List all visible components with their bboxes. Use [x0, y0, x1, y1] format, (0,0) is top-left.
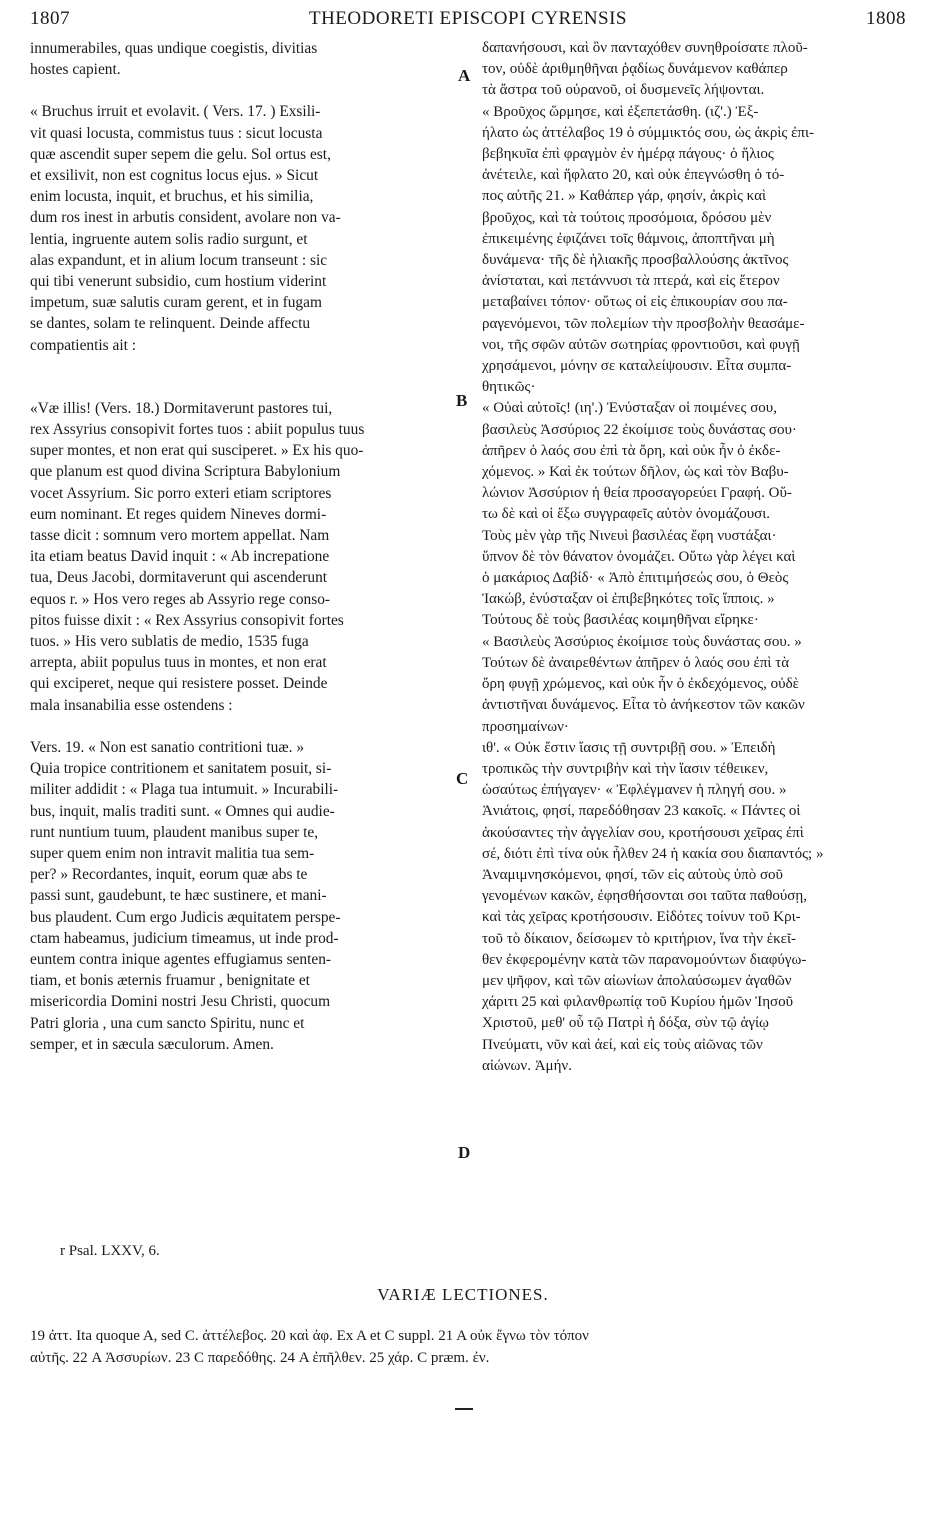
greek-line: ἐπικειμένης ἐφιζάνει τοῖς θάμνοις, ἀποπτῆναι μὴ	[482, 230, 775, 247]
latin-line: hostes capient.	[30, 61, 121, 79]
greek-line: αἰώνων. Ἀμήν.	[482, 1057, 572, 1074]
latin-line: mala insanabilia esse ostendens :	[30, 696, 233, 714]
greek-line: ραγενόμενοι, τῶν πολεμίων τὴν προσβολὴν θεασάμε-	[482, 315, 805, 332]
latin-line: lentia, ingruente autem solis radio surgunt, et	[30, 230, 308, 248]
latin-line: alas expandunt, et in alium locum transeunt : sic	[30, 251, 328, 269]
greek-line: λώνιον Ἀσσύριον ἡ θεία προσαγορεύει Γραφή. Οὕ-	[482, 485, 792, 502]
greek-line: Τούτους δὲ τοὺς βασιλέας κοιμηθῆναι εἴρηκε·	[482, 612, 759, 629]
latin-line: euntem contra inique agentes effugiamus senten-	[30, 950, 332, 968]
margin-marker-b: B	[456, 391, 468, 410]
greek-line: ὡσαύτως ἐπήγαγεν· « Ἐφλέγμανεν ἡ πληγή σου. »	[482, 782, 787, 799]
latin-line: «Væ illis! (Vers. 18.) Dormitaverunt pastores tui,	[30, 399, 333, 417]
latin-line: innumerabiles, quas undique coegistis, divitias	[30, 40, 318, 57]
latin-line: ctam habeamus, judicium timeamus, ut inde prod-	[30, 929, 339, 947]
greek-line: Ἀναμιμνησκόμενοι, φησί, τῶν εἰς αὐτοὺς ὑπὸ σοῦ	[482, 866, 783, 883]
greek-line: χρησάμενοι, μόνην σε καταλείψουσιν. Εἶτα συμπα-	[482, 358, 792, 375]
page-number-right: 1808	[866, 8, 906, 29]
greek-line: ἀνέτειλε, καὶ ἥφλατο 20, καὶ οὐκ ἐπεγνώσθη ὁ τό-	[482, 167, 785, 184]
greek-line: καὶ τὰς χεῖρας κροτήσουσιν. Εἰδότες τοίνυν τοῦ Κρι-	[482, 909, 801, 926]
greek-line: χάριτι 25 καὶ φιλανθρωπίᾳ τοῦ Κυρίου ἡμῶν Ἰησοῦ	[482, 994, 794, 1011]
latin-line: vocet Assyrium. Sic porro exteri etiam scriptores	[30, 484, 332, 502]
greek-line: βασιλεὺς Ἀσσύριος 22 ἐκοίμισε τοὺς δυνάστας σου·	[482, 421, 797, 438]
latin-line: enim locusta, inquit, et bruchus, et his similia,	[30, 188, 314, 206]
running-title: THEODORETI EPISCOPI CYRENSIS	[308, 8, 628, 29]
greek-line: τον, οὐδὲ ἀριθμηθῆναι ῥᾳδίως δυνάμενον καθάπερ	[482, 61, 788, 78]
greek-line: ιθ'. « Οὐκ ἔστιν ἴασις τῇ συντριβῇ σου. » Ἐπειδὴ	[482, 739, 776, 756]
latin-line: qui exciperet, neque qui resistere posset. Deinde	[30, 675, 328, 693]
latin-line: eum nominant. Et reges quidem Nineves dormi-	[30, 505, 327, 523]
latin-line: per? » Recordantes, inquit, eorum quæ abs te	[30, 866, 308, 884]
greek-line: δαπανήσουσι, καὶ ὃν πανταχόθεν συνηθροίσατε πλοῦ-	[482, 40, 808, 56]
margin-marker-c: C	[456, 769, 469, 788]
latin-column	[30, 38, 452, 1055]
greek-line: ήλατο ὡς ἀττέλαβος 19 ὁ σύμμικτός σου, ὡς ἀκρὶς ἐπι-	[482, 124, 814, 141]
greek-line: τοῦ τὸ δίκαιον, δείσωμεν τὸ κριτήριον, ἵνα τὴν ἐκεῖ-	[482, 930, 796, 947]
greek-line: ὄρη φυγῇ χρώμενος, καὶ οὐκ ἦν ὁ ἐκδεχόμενος, οὐδὲ	[482, 676, 799, 693]
latin-line: runt nuntium tuum, plaudent manibus super te,	[30, 823, 319, 841]
greek-line: Πνεύματι, νῦν καὶ ἀεί, καὶ εἰς τοὺς αἰῶνας τῶν	[482, 1036, 763, 1053]
variae-lectiones-title: VARIÆ LECTIONES.	[377, 1285, 549, 1304]
greek-line: ἀντιστῆναι δυνάμενος. Εἶτα τὸ ἀνήκεστον τῶν κακῶν	[482, 697, 805, 714]
greek-line: Ἀνιάτοις, φησί, παρεδόθησαν 23 κακοῖς. « Πάντες οἱ	[482, 803, 801, 820]
greek-line: ὁ μακάριος Δαβίδ· « Ἀπὸ ἐπιτιμήσεώς σου, ὁ Θεὸς	[482, 570, 789, 587]
latin-line: tua, Deus Jacobi, dormitaverunt qui ascenderunt	[30, 569, 328, 587]
latin-line: que planum est quod divina Scriptura Babylonium	[30, 463, 341, 481]
latin-line: et exsilivit, non est cognitus locus ejus. » Sicut	[30, 167, 319, 185]
latin-line	[30, 80, 452, 101]
margin-marker-d: D	[458, 1143, 471, 1162]
latin-line: tiam, et bonis æternis fruamur , benignitate et	[30, 972, 310, 990]
latin-line: equos r. » Hos vero reges ab Assyrio rege conso-	[30, 590, 331, 608]
latin-line: qui tibi venerunt subsidio, cum hostium viderint	[30, 273, 327, 291]
greek-line: ἀνίσταται, καὶ πετάννυσι τὰ πτερά, καὶ εἰς ἕτερον	[482, 273, 780, 290]
greek-line: ἀκούσαντες τὴν ἀγγελίαν σου, κροτήσουσι χεῖρας ἐπὶ	[482, 824, 804, 841]
greek-line: τὰ ἄστρα τοῦ οὐρανοῦ, οἱ δυσμενεῖς λήψονται.	[482, 82, 765, 99]
page-header	[30, 8, 906, 34]
latin-line: tasse dicit : somnum vero mortem appellat. Nam	[30, 527, 330, 545]
latin-line: impetum, suæ salutis curam gerent, et in fugam	[30, 294, 322, 312]
greek-line: νοι, τῆς σφῶν αὐτῶν σωτηρίας φροντιοῦσι, καὶ φυγῇ	[482, 336, 800, 353]
latin-line: rex Assyrius consopivit fortes tuos : abiit populus tuus	[30, 421, 365, 439]
latin-line: passi sunt, gaudebunt, te hæc sustinere, et mani-	[30, 887, 327, 905]
latin-line	[30, 377, 452, 398]
latin-line: semper, et in sæcula sæculorum. Amen.	[30, 1035, 274, 1053]
greek-line: βροῦχος, καὶ τὰ τούτοις προσόμοια, δρόσου μὲν	[482, 209, 772, 226]
greek-line: τω δὲ καὶ οἱ ἔξω συγγραφεῖς αὐτὸν ὀνομάζουσι.	[482, 506, 771, 523]
greek-line: θεν ἐκφερομένην κατὰ τῶν παρανομούντων διαφύγω-	[482, 951, 807, 968]
latin-line: Quia tropice contritionem et sanitatem posuit, si-	[30, 760, 332, 778]
variae-line: 19 ἀττ. Ita quoque A, sed C. ἀττέλεβος. 20 καὶ ἀφ. Ex A et C suppl. 21 A οὐκ ἔγνω τὸν τόπον	[30, 1328, 589, 1344]
latin-line: militer addidit : « Plaga tua intumuit. » Incurabili-	[30, 781, 339, 799]
greek-line: ὕπνον δὲ τὸν θάνατον ὀνομάζει. Οὕτω γὰρ λέγει καὶ	[482, 548, 796, 565]
greek-line: « Βασιλεὺς Ἀσσύριος ἐκοίμισε τοὺς δυνάστας σου. »	[482, 633, 802, 650]
greek-line: χόμενος. » Καὶ ἐκ τούτων δῆλον, ὡς καὶ τὸν Βαβυ-	[482, 464, 789, 481]
variae-lectiones	[30, 1325, 896, 1369]
greek-line: προσημαίνων·	[482, 718, 569, 735]
latin-line: tuos. » His vero sublatis de medio, 1535 fuga	[30, 633, 309, 651]
greek-line: Τούτων δὲ ἀναιρεθέντων ἀπῆρεν ὁ λαός σου ἐπὶ τὰ	[482, 654, 790, 671]
greek-line: « Βροῦχος ὥρμησε, καὶ ἐξεπετάσθη. (ιζ'.) Ἐξ-	[482, 103, 759, 120]
greek-line: μεταβαίνει τόπον· οὕτως οἱ εἰς ἐπικουρίαν σου πα-	[482, 294, 788, 311]
latin-line: quæ ascendit super sepem die gelu. Sol ortus est,	[30, 145, 331, 163]
greek-line: Χριστοῦ, μεθ' οὗ τῷ Πατρὶ ἡ δόξα, σὺν τῷ ἁγίῳ	[482, 1015, 769, 1032]
greek-line: ἀπῆρεν ὁ λαός σου ἐπὶ τὰ ὄρη, καὶ οὐκ ἦν ὁ ἐκδε-	[482, 442, 781, 459]
latin-line: vit quasi locusta, commistus tuus : sicut locusta	[30, 124, 323, 142]
greek-line: βεβηκυῖα ἐπὶ φραγμὸν ἐν ἡμέρᾳ πάγους· ὁ ἥλιος	[482, 146, 774, 163]
latin-line: ita etiam beatus David inquit : « Ab increpatione	[30, 548, 330, 566]
latin-line: super montes, et non erat qui susciperet. » Ex his quo-	[30, 442, 364, 460]
greek-line: θητικῶς·	[482, 379, 536, 396]
latin-line: bus plaudent. Cum ergo Judicis æquitatem perspe-	[30, 908, 341, 926]
latin-line	[30, 716, 452, 737]
latin-line: bus, inquit, malis traditi sunt. « Omnes qui audie-	[30, 802, 335, 820]
latin-line: arrepta, abiit populus tuus in montes, et non erat	[30, 654, 327, 672]
page-end-rule	[455, 1408, 473, 1410]
latin-line: misericordia Domini nostri Jesu Christi, quocum	[30, 993, 331, 1011]
latin-line	[30, 356, 452, 377]
latin-line: se dantes, solam te relinquent. Deinde affectu	[30, 315, 311, 333]
greek-line: σέ, διότι ἐπὶ τίνα οὐκ ἦλθεν 24 ἡ κακία σου διαπαντός; »	[482, 845, 824, 862]
greek-line: δυνάμενα· τῆς δὲ ἡλιακῆς προσβαλλούσης ἀκτῖνος	[482, 252, 789, 269]
latin-line: pitos fuisse dixit : « Rex Assyrius consopivit fortes	[30, 611, 344, 629]
latin-line: super quem enim non intravit malitia tua sem-	[30, 844, 315, 862]
latin-line: Vers. 19. « Non est sanatio contritioni tuæ. »	[30, 738, 305, 756]
greek-line: « Οὐαὶ αὐτοῖς! (ιη'.) Ἐνύσταξαν οἱ ποιμένες σου,	[482, 400, 777, 417]
greek-line: Ἰακώβ, ἐνύσταξαν οἱ ἐπιβεβηκότες τοῖς ἵπποις. »	[482, 591, 775, 608]
greek-line: τροπικῶς τὴν συντριβὴν καὶ τὴν ἴασιν τέθεικεν,	[482, 760, 769, 777]
latin-line: Patri gloria , una cum sancto Spiritu, nunc et	[30, 1014, 305, 1032]
page-number-left: 1807	[30, 8, 70, 29]
margin-marker-a: A	[458, 66, 471, 85]
greek-column	[482, 38, 896, 1077]
greek-line: γενομένων κακῶν, ἐφησθήσονται σοι ταῦτα παθούσῃ,	[482, 888, 807, 905]
latin-line: compatientis ait :	[30, 336, 136, 354]
greek-line: Τοὺς μὲν γὰρ τῆς Νινευὶ βασιλέας ἔφη νυστάξαι·	[482, 527, 777, 544]
footnote: r Psal. LXXV, 6.	[60, 1243, 160, 1259]
latin-line: « Bruchus irruit et evolavit. ( Vers. 17. ) Exsili-	[30, 103, 321, 121]
greek-line: μεν ψῆφον, καὶ τῶν αἰωνίων ἀπολαύσωμεν ἀγαθῶν	[482, 972, 792, 989]
greek-line: πος αὐτῆς 21. » Καθάπερ γάρ, φησίν, ἀκρὶς καὶ	[482, 188, 766, 205]
variae-line: αὐτῆς. 22 A Ἀσσυρίων. 23 C παρεδόθης. 24 A ἐπῆλθεν. 25 χάρ. C præm. ἐν.	[30, 1350, 490, 1366]
latin-line: dum ros inest in arbutis consident, avolare non va-	[30, 209, 341, 227]
